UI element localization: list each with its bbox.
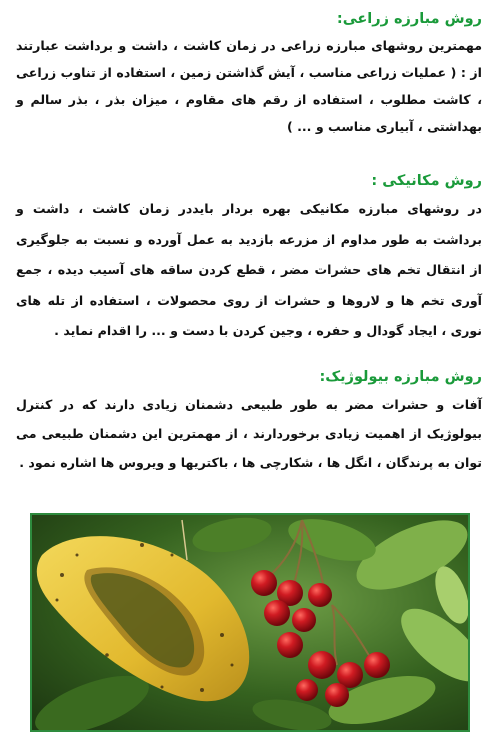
section-mechanical-control [16,170,482,366]
section-biological-control [16,366,482,513]
section-heading: روش مبارزه بیولوژیک: [319,369,482,385]
section-paragraph: آفات و حشرات مضر به طور طبیعی دشمنان زیادی دارند که در کنترل بیولوژیک از اهمیت زیادی برخوردارند ، از مهمترین این دشمنان طبیعی می توان به پرندگان ، انگل ها ، شکارچی ها ، باکتریها و ویروس ها اشاره نمود . [16,397,482,470]
section-paragraph: در روشهای مبارزه مکانیکی بهره بردار بایددر زمان کاشت ، داشت و برداشت به طور مداوم از مزرعه بازدید به عمل آورده و نسبت به جلوگیری از انتقال تخم های حشرات مضر ، قطع کردن ساقه های آسیب دیده ، جمع آوری تخم ها و لاروها و حشرات از روی محصولات ، استفاده از تله های نوری ، ایجاد گودال و حفره ، وجین کردن با دست و ... را اقدام نماید . [16,201,482,338]
section-heading: روش مکانیکی : [371,173,482,189]
photo-yellow-trap-and-cherries [30,513,470,732]
section-heading: روش مبارزه زراعی: [336,11,482,27]
section-agricultural-control [16,8,482,170]
photo-illustration [32,515,468,730]
section-paragraph: مهمترین روشهای مبارزه زراعی در زمان کاشت ، داشت و برداشت عبارتند از : ( عملیات زراعی مناسب ، آیش گذاشتن زمین ، استفاده از تناوب زراعی ، کاشت مطلوب ، استفاده از رقم های مقاوم ، میزان بذر ، بذر سالم و بهداشتی ، آبیاری مناسب و ... ) [16,38,482,134]
